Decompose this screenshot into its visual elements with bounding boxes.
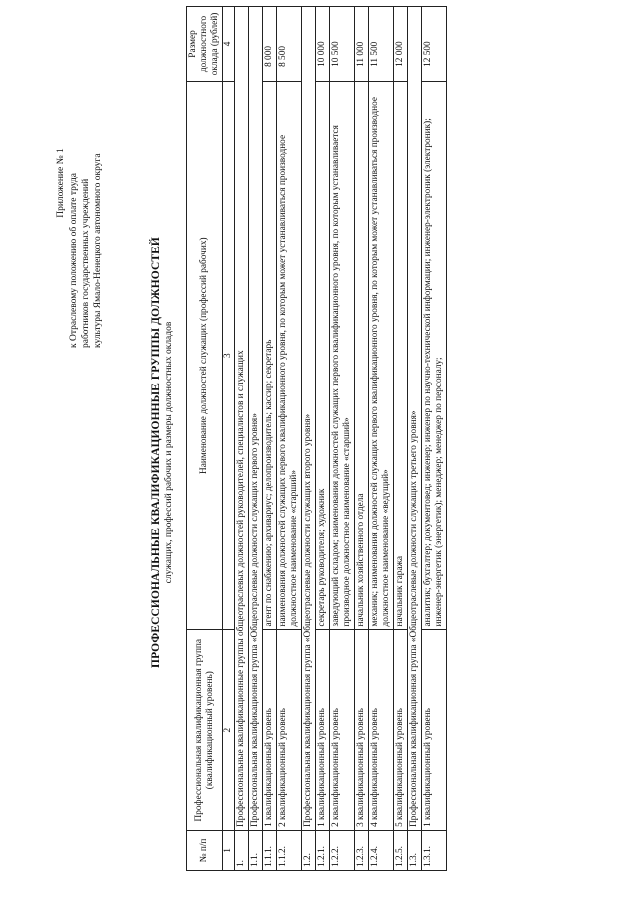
qualification-level: 1 квалификационный уровень [263,630,277,830]
group-title: Профессиональная квалификационная группа «Общеотраслевые должности служащих третьего уровня» [408,7,422,831]
table-row-group [235,7,249,871]
appendix-heading [55,18,104,348]
appendix-number: Приложение № 1 [56,148,66,218]
salary-value: 10 500 [330,7,355,82]
qualification-level: 1 квалификационный уровень [316,630,330,830]
salary-value: 12 000 [394,7,408,82]
table-row [316,7,330,871]
qualification-level: 2 квалификационный уровень [330,630,355,830]
position-names: наименования должностей служащих первого квалификационного уровня, по которым может устанавливаться производное должностное наименование «старший» [277,81,302,630]
qualification-level: 5 квалификационный уровень [394,630,408,830]
header-group: Профессиональная квалификационная группа (квалификационный уровень) [187,630,223,830]
group-title: Профессиональная квалификационная группа «Общеотраслевые должности служащих второго уровня» [302,7,316,831]
row-number: 1.2.2. [330,830,355,870]
appendix-line: к Отраслевому положению об оплате труда [69,173,79,348]
position-names: механик; наименования должностей служащих первого квалификационного уровня, по которым может устанавливаться производное должностное наименование «ведущий» [369,81,394,630]
position-names: агент по снабжению; архивариус; делопроизводитель; кассир; секретарь [263,81,277,630]
table-row-group [408,7,422,871]
row-number: 1. [235,830,249,870]
appendix-line: культуры Ямало-Ненецкого автономного округа [93,153,103,348]
qualification-level: 4 квалификационный уровень [369,630,394,830]
table-row-group [249,7,263,871]
position-names: секретарь руководителя; художник [316,81,330,630]
qualification-level: 3 квалификационный уровень [355,630,369,830]
row-number: 1.2.1. [316,830,330,870]
appendix-line: работников государственных учреждений [81,178,91,348]
row-number: 1.1.2. [277,830,302,870]
column-number: 2 [223,630,235,830]
salary-value: 11 000 [355,7,369,82]
position-names: аналитик; бухгалтер; документовед; инженер; инженер по научно-технической информации; инженер-электроник (электроник); инженер-энергетик (энергетик); менеджер; менеджер по персоналу; [422,81,447,630]
position-names: начальник гаража [394,81,408,630]
position-names: заведующий складом; наименования должностей служащих первого квалификационного уровня, по которым устанавливается производное должностное наименование «старший» [330,81,355,630]
table-row [369,7,394,871]
table-row-group [302,7,316,871]
salary-value: 8 000 [263,7,277,82]
position-names: начальник хозяйственного отдела [355,81,369,630]
row-number: 1.1. [249,830,263,870]
table-row [330,7,355,871]
group-title: Профессиональные квалификационные группы общеотраслевых должностей руководителей, специалистов и служащих [235,7,249,831]
table-row [277,7,302,871]
table-row [394,7,408,871]
header-salary: Размер должностного оклада (рублей) [187,7,223,82]
document-subtitle: служащих, профессий рабочих и размеры должностных окладов [164,321,174,584]
qualification-table [186,6,447,871]
salary-value: 12 500 [422,7,447,82]
salary-value: 8 500 [277,7,302,82]
column-number: 3 [223,81,235,630]
row-number: 1.1.1. [263,830,277,870]
salary-value: 11 500 [369,7,394,82]
table-row [422,7,447,871]
column-number-row [223,7,235,871]
column-number: 1 [223,830,235,870]
header-positions: Наименование должностей служащих (профессий рабочих) [187,81,223,630]
qualification-level: 1 квалификационный уровень [422,630,447,830]
qualification-level: 2 квалификационный уровень [277,630,302,830]
salary-value: 10 000 [316,7,330,82]
table-row [263,7,277,871]
row-number: 1.3.1. [422,830,447,870]
row-number: 1.2.4. [369,830,394,870]
row-number: 1.2.3. [355,830,369,870]
row-number: 1.3. [408,830,422,870]
row-number: 1.2. [302,830,316,870]
table-row [355,7,369,871]
document-title: ПРОФЕССИОНАЛЬНЫЕ КВАЛИФИКАЦИОННЫЕ ГРУППЫ ДОЛЖНОСТЕЙ [150,237,162,668]
column-number: 4 [223,7,235,82]
group-title: Профессиональная квалификационная группа «Общеотраслевые должности служащих первого уровня» [249,7,263,831]
header-number: № п/п [187,830,223,870]
row-number: 1.2.5. [394,830,408,870]
table-header-row [187,7,223,871]
